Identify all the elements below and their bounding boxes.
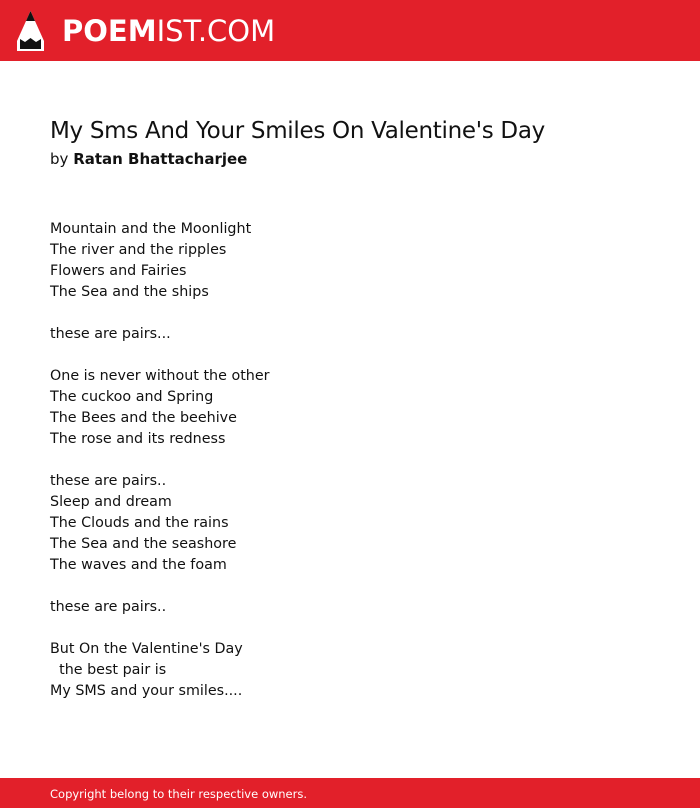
poem-line: The rose and its redness	[50, 431, 226, 447]
copyright-text: Copyright belong to their respective owners.	[50, 787, 308, 801]
author-name: Ratan Bhattacharjee	[73, 150, 248, 168]
site-header	[0, 0, 700, 61]
poem-line: Mountain and the Moonlight	[50, 221, 252, 237]
poem-line: these are pairs...	[50, 326, 171, 342]
poem-line: One is never without the other	[50, 368, 270, 384]
poem-line: But On the Valentine's Day	[50, 641, 243, 657]
stanza-break	[50, 303, 270, 324]
stanza-break	[50, 618, 270, 639]
stanza-break	[50, 576, 270, 597]
poem-line: these are pairs..	[50, 473, 167, 489]
poem-line: The river and the ripples	[50, 242, 227, 258]
site-logo[interactable]	[62, 12, 275, 50]
poem-line: The cuckoo and Spring	[50, 389, 214, 405]
stanza-break	[50, 345, 270, 366]
poem-line: the best pair is	[50, 662, 167, 678]
poem-line: Sleep and dream	[50, 494, 172, 510]
poem-line: The Sea and the seashore	[50, 536, 237, 552]
poem-line: The Sea and the ships	[50, 284, 209, 300]
poem-line: Flowers and Fairies	[50, 263, 187, 279]
poem-body	[50, 219, 270, 702]
byline-prefix: by	[50, 150, 69, 168]
stanza-break	[50, 450, 270, 471]
poem-line: these are pairs..	[50, 599, 167, 615]
pencil-tip-icon[interactable]	[17, 11, 44, 51]
poem-line: The Bees and the beehive	[50, 410, 237, 426]
poem-line: My SMS and your smiles....	[50, 683, 243, 699]
poem-line: The waves and the foam	[50, 557, 227, 573]
logo-bold-text: POEM	[62, 14, 157, 48]
poem-byline	[50, 148, 247, 170]
poem-title: My Sms And Your Smiles On Valentine's Day	[50, 118, 545, 144]
site-footer	[0, 778, 700, 808]
logo-light-text: IST.COM	[156, 14, 276, 48]
poem-line: The Clouds and the rains	[50, 515, 229, 531]
